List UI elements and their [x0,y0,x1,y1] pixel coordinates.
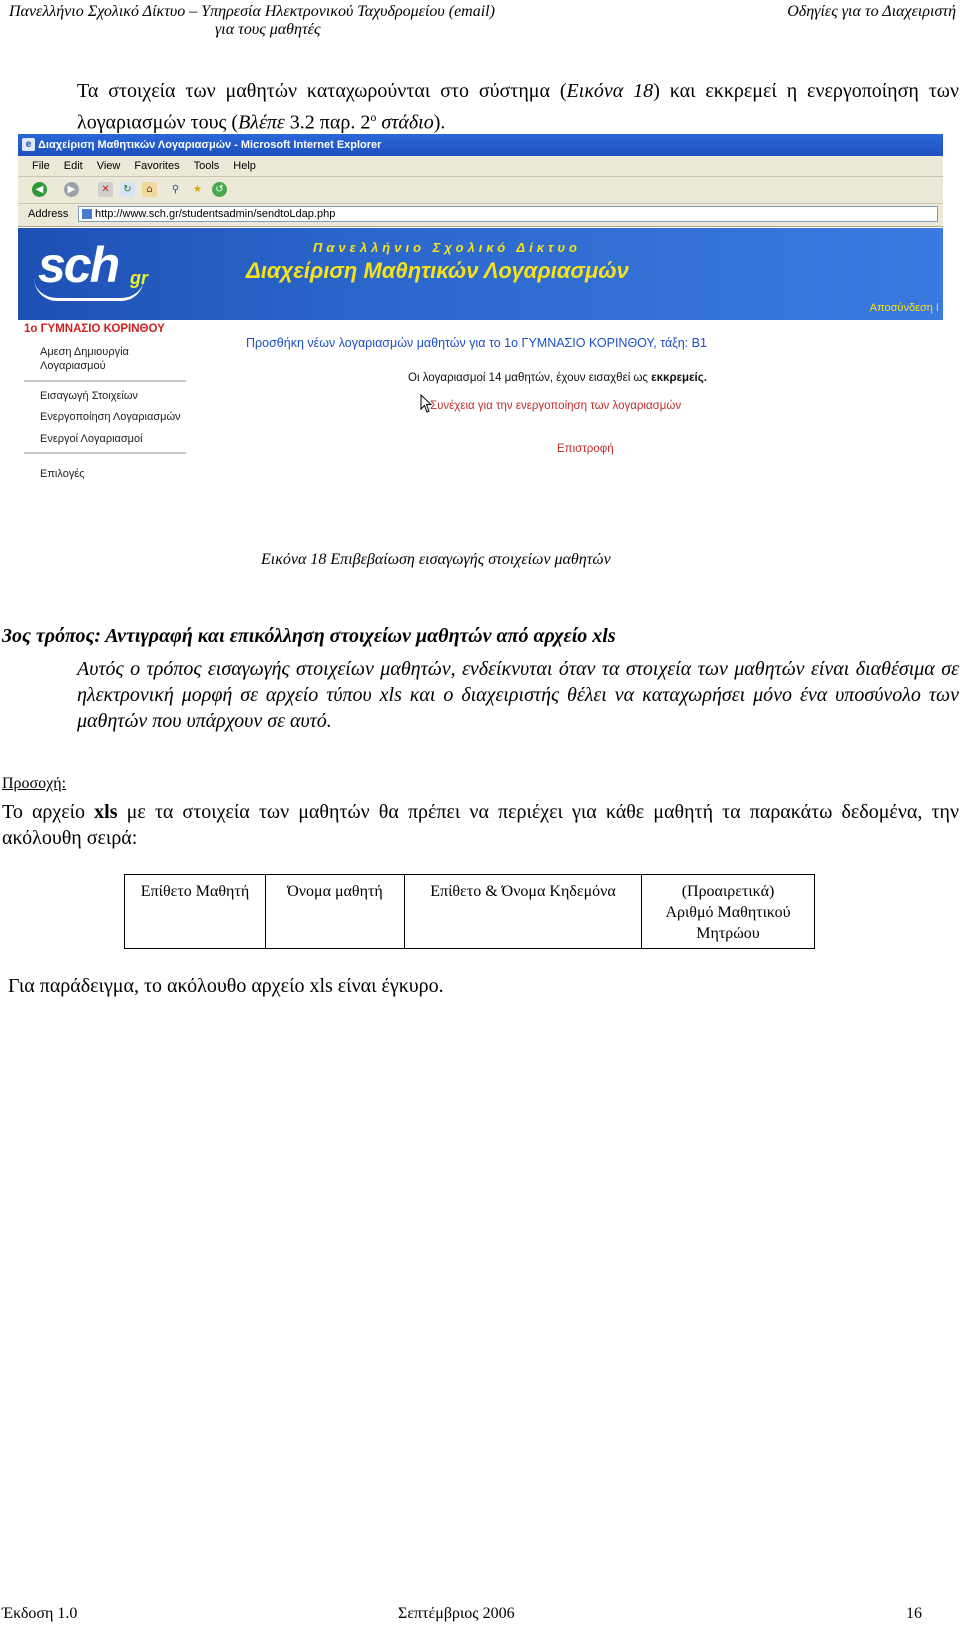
figure-caption: Εικόνα 18 Επιβεβαίωση εισαγωγής στοιχείων μαθητών [261,551,611,568]
menu-view[interactable]: View [96,160,121,172]
continue-activation-link[interactable]: Συνέχεια για την ενεργοποίηση των λογαριασμών [430,400,682,412]
attention-label: Προσοχή: [2,775,67,792]
intro-end: ). [433,111,446,134]
attention-text-after: με τα στοιχεία των μαθητών θα πρέπει να περιέχει για κάθε μαθητή τα παρακάτω δεδομένα, την ακόλουθη σειρά: [2,801,959,849]
menu-file[interactable]: File [32,160,50,172]
attention-text [2,799,959,851]
table-cell-registry [642,875,815,949]
header-right: Οδηγίες για το Διαχειριστή [787,3,956,20]
section-title: 3ος τρόπος: Αντιγραφή και επικόλληση στοιχείων μαθητών από αρχείο xls [2,625,616,647]
table-cell-surname: Επίθετο Μαθητή [125,875,266,949]
logout-link[interactable]: Αποσύνδεση Ι [869,302,939,314]
intro-figure-ref: Εικόνα 18 [566,80,654,102]
sidebar-item-options[interactable]: Επιλογές [40,468,85,480]
menu-tools[interactable]: Tools [193,160,220,172]
forward-icon[interactable]: ▶ [64,182,79,197]
page-icon [82,209,92,219]
footer-page-number: 16 [906,1605,922,1622]
sidebar-item-activate[interactable]: Ενεργοποίηση Λογαριασμών [40,411,181,423]
browser-window-title: Διαχείριση Μαθητικών Λογαριασμών - Microsoft Internet Explorer [38,139,382,151]
attention-text-before: Το αρχείο [2,801,95,823]
sidebar-divider [24,452,186,454]
pending-bold: εκκρεμείς. [651,372,707,384]
intro-part1: Τα στοιχεία των μαθητών καταχωρούνται στο σύστημα ( [77,80,567,102]
intro-ref: 3.2 παρ. 2 [284,111,371,134]
intro-see: Βλέπε [238,111,285,134]
footer-edition: Έκδοση 1.0 [2,1605,78,1622]
optional-line-2: Αριθμό Μαθητικού [665,904,791,921]
address-label: Address [28,208,69,220]
required-columns-table [124,874,815,949]
section-body: Αυτός ο τρόπος εισαγωγής στοιχείων μαθητών, ενδείκνυται όταν τα στοιχεία των μαθητών είναι διαθέσιμα σε ηλεκτρονική μορφή σε αρχείο τύπου xls και ο διαχειριστής θέλει να καταχωρήσει μόνο ένα υποσύνολο των μαθητών που υπάρχουν σε αυτό. [77,658,959,732]
site-sidebar [18,320,204,530]
header-left-line1: Πανελλήνιο Σχολικό Δίκτυο – Υπηρεσία Ηλεκτρονικού Ταχυδρομείου (email) [9,3,495,20]
sidebar-item-direct-create-2[interactable]: Λογαριασμού [40,360,106,372]
back-link[interactable]: Επιστροφή [557,443,614,455]
address-input[interactable] [78,206,938,222]
home-icon[interactable]: ⌂ [142,182,157,197]
refresh-icon[interactable]: ↻ [120,182,135,197]
banner-title-main: Διαχείριση Μαθητικών Λογαριασμών [246,258,629,283]
optional-line-1: (Προαιρετικά) [681,883,775,900]
browser-menu-bar [18,156,943,177]
header-left-line2: για τους μαθητές [215,21,321,38]
site-banner [18,228,943,320]
banner-title-top: Πανελλήνιο Σχολικό Δίκτυο [313,240,581,255]
attention-bold: xls [94,801,118,823]
intro-paragraph [77,78,959,136]
ie-logo-icon: e [22,138,35,151]
address-url: http://www.sch.gr/studentsadmin/sendtoLdap.php [95,208,336,220]
site-logo: sch [38,237,119,293]
sidebar-item-direct-create-1[interactable]: Αμεση Δημιουργία [40,346,129,358]
pending-text: Οι λογαριασμοί 14 μαθητών, έχουν εισαχθεί ως [408,372,652,384]
footer-date: Σεπτέμβριος 2006 [398,1605,515,1622]
main-heading: Προσθήκη νέων λογαριασμών μαθητών για το 1ο ΓΥΜΝΑΣΙΟ ΚΟΡΙΝΘΟΥ, τάξη: Β1 [246,336,707,350]
address-bar [18,204,943,227]
sidebar-school-name: 1ο ΓΥΜΝΑΣΙΟ ΚΟΡΙΝΘΟΥ [24,323,165,335]
example-text: Για παράδειγμα, το ακόλουθο αρχείο xls είναι έγκυρο. [8,975,444,997]
history-icon[interactable]: ↺ [212,182,227,197]
pending-message [408,372,707,384]
table-cell-name: Όνομα μαθητή [266,875,405,949]
browser-title-bar [18,134,943,156]
sidebar-divider [24,380,186,382]
stop-icon[interactable]: ✕ [98,182,113,197]
favorites-icon[interactable]: ★ [190,182,205,197]
optional-line-3: Μητρώου [696,925,760,942]
site-logo-gr: gr [130,268,148,288]
browser-toolbar [18,177,943,204]
menu-help[interactable]: Help [233,160,256,172]
sidebar-item-insert-data[interactable]: Εισαγωγή Στοιχείων [40,390,138,402]
site-main [204,320,943,544]
menu-edit[interactable]: Edit [63,160,83,172]
intro-sup: ο [370,110,377,124]
intro-part2: ) και εκκρεμεί η ενεργοποίηση των λογαριασμών τους ( [77,80,960,134]
table-row [125,875,815,949]
intro-stage: στάδιο [376,111,434,134]
search-icon[interactable]: ⚲ [168,182,183,197]
table-cell-guardian: Επίθετο & Όνομα Κηδεμόνα [405,875,642,949]
sidebar-item-active[interactable]: Ενεργοί Λογαριασμοί [40,433,143,445]
menu-favorites[interactable]: Favorites [134,160,180,172]
screenshot-figure [18,134,943,544]
back-icon[interactable]: ◀ [32,182,47,197]
